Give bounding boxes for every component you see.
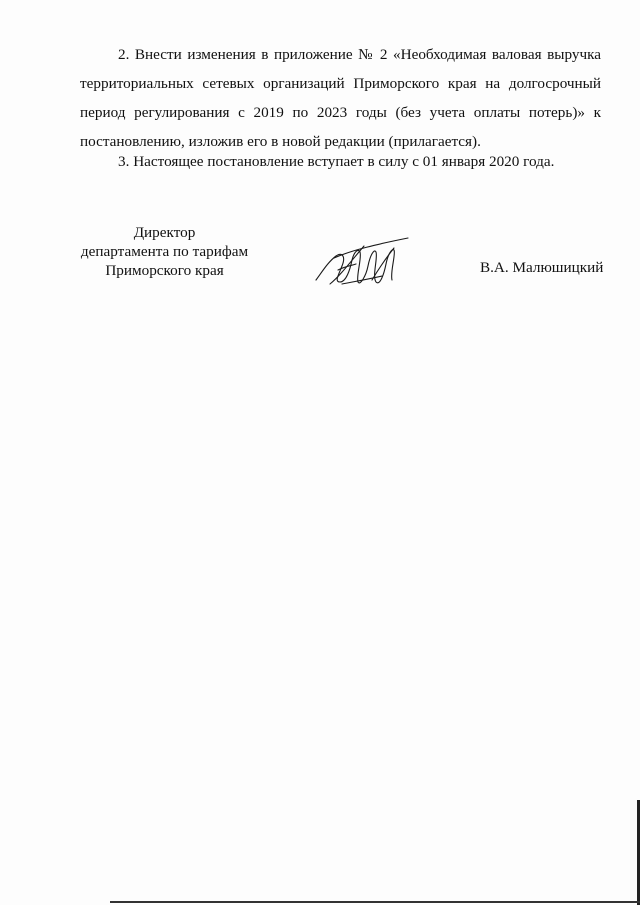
paragraph-item-3: 3. Настоящее постановление вступает в силу с 01 января 2020 года. <box>118 153 555 170</box>
paragraph-item-2: 2. Внести изменения в приложение № 2 «Необходимая валовая выручка территориальных сетевых организаций Приморского края на долгосрочный период регулирования с 2019 по 2023 годы (без учета оплаты потерь)» к постановлению, изложив его в новой редакции (прилагается). <box>80 46 601 150</box>
scan-edge-bottom <box>110 901 640 903</box>
handwritten-signature-icon <box>312 236 412 291</box>
signatory-title-line-2: департамента по тарифам <box>80 243 249 260</box>
signatory-title-line-1: Директор <box>133 224 196 241</box>
signer-name: В.А. Малюшицкий <box>480 259 604 276</box>
signatory-title-line-3: Приморского края <box>105 262 224 279</box>
signatory-title <box>72 223 257 280</box>
